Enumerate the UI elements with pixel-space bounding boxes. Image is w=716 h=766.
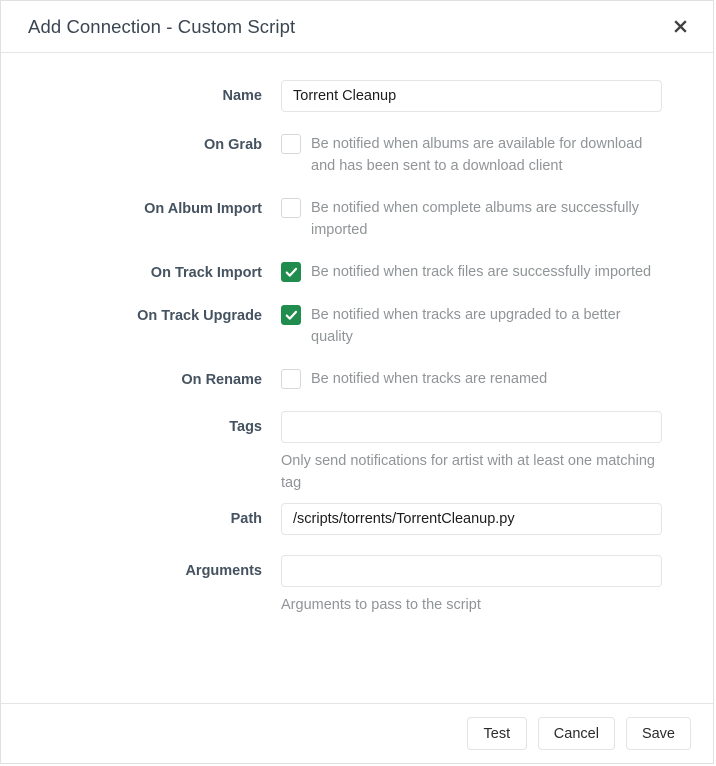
close-icon[interactable]: [665, 12, 695, 42]
form-row-on-track-upgrade: [1, 304, 677, 348]
tags-input[interactable]: [281, 411, 662, 443]
path-control: [281, 503, 662, 535]
on-track-import-label: On Track Import: [150, 265, 262, 281]
dialog-footer: [1, 703, 713, 763]
on-rename-control: [281, 368, 662, 390]
arguments-label: Arguments: [185, 563, 262, 579]
arguments-help-text: Arguments to pass to the script: [281, 597, 481, 613]
save-button[interactable]: Save: [626, 717, 691, 750]
form-row-on-grab: [1, 133, 677, 177]
name-label: Name: [222, 88, 262, 104]
on-rename-checkbox[interactable]: [281, 369, 301, 389]
on-track-import-control: [281, 261, 662, 283]
on-album-import-checkbox[interactable]: [281, 198, 301, 218]
form-row-on-rename: [1, 368, 677, 391]
form-row-on-album-import: [1, 197, 677, 241]
on-track-upgrade-checkbox[interactable]: [281, 305, 301, 325]
on-grab-checkbox-line: [281, 133, 662, 177]
tags-label: Tags: [229, 419, 262, 435]
on-track-upgrade-description: Be notified when tracks are upgraded to a better quality: [311, 307, 621, 345]
on-rename-checkbox-line: [281, 368, 662, 390]
on-album-import-checkbox-line: [281, 197, 662, 241]
name-input[interactable]: [281, 80, 662, 112]
on-grab-control: [281, 133, 662, 177]
on-album-import-description: Be notified when complete albums are successfully imported: [311, 200, 640, 238]
arguments-input[interactable]: [281, 555, 662, 587]
dialog-title: Add Connection - Custom Script: [28, 15, 296, 37]
form-row-name: [1, 80, 677, 112]
on-grab-description: Be notified when albums are available for download and has been sent to a download client: [311, 136, 643, 174]
on-rename-label: On Rename: [181, 372, 262, 388]
on-album-import-label: On Album Import: [144, 201, 262, 217]
arguments-control: [281, 555, 662, 616]
on-track-import-checkbox[interactable]: [281, 262, 301, 282]
on-rename-description: Be notified when tracks are renamed: [311, 371, 548, 387]
on-album-import-control: [281, 197, 662, 241]
on-track-import-description: Be notified when track files are successfully imported: [311, 264, 652, 280]
cancel-button[interactable]: Cancel: [538, 717, 615, 750]
tags-control: [281, 411, 662, 494]
on-track-import-checkbox-line: [281, 261, 662, 283]
path-label: Path: [230, 511, 262, 527]
on-track-upgrade-label: On Track Upgrade: [137, 308, 262, 324]
form-row-path: [1, 503, 677, 535]
dialog-header: [1, 1, 713, 53]
path-input[interactable]: [281, 503, 662, 535]
on-track-upgrade-checkbox-line: [281, 304, 662, 348]
on-grab-checkbox[interactable]: [281, 134, 301, 154]
on-track-upgrade-control: [281, 304, 662, 348]
tags-help-text: Only send notifications for artist with at least one matching tag: [281, 453, 655, 491]
form-row-tags: [1, 411, 677, 494]
form-row-on-track-import: [1, 261, 677, 284]
form-row-arguments: [1, 555, 677, 616]
test-button[interactable]: Test: [467, 717, 527, 750]
name-control: [281, 80, 662, 112]
dialog-body: [1, 53, 713, 703]
on-grab-label: On Grab: [203, 137, 262, 153]
